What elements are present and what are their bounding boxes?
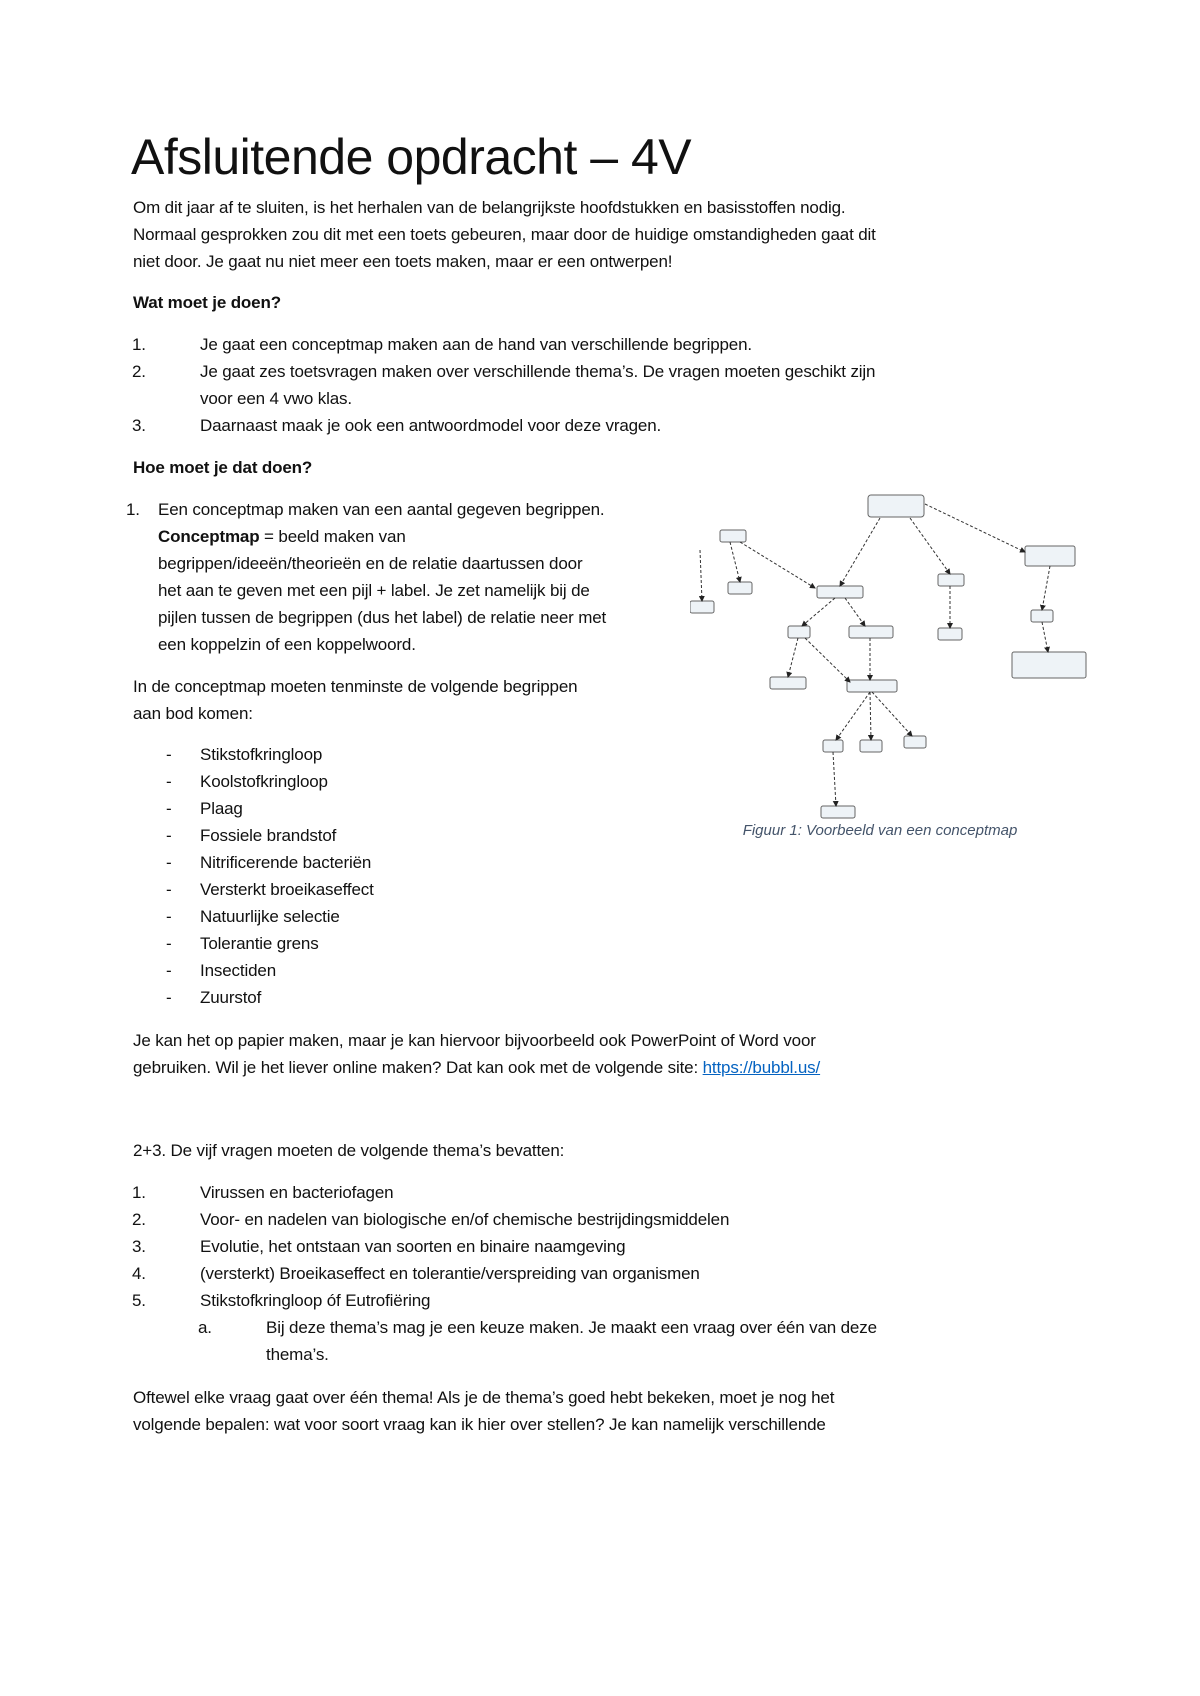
bubbl-link[interactable]: https://bubbl.us/ <box>702 1058 821 1077</box>
terms-list <box>166 741 374 1011</box>
task-item: 1. Je gaat een conceptmap maken aan de hand van verschillende begrippen. <box>132 335 752 354</box>
term-item: - Stikstofkringloop <box>166 745 323 764</box>
intro-line: Normaal gesprokken zou dit met een toets gebeuren, maar door de huidige omstandigheden gaat dit <box>133 225 876 244</box>
themes-list <box>132 1179 730 1314</box>
themes-intro: 2+3. De vijf vragen moeten de volgende thema’s bevatten: <box>133 1141 565 1160</box>
theme-item: 4. (versterkt) Broeikaseffect en tolerantie/verspreiding van organismen <box>132 1264 700 1283</box>
task-list <box>132 331 876 439</box>
page-title: Afsluitende opdracht – 4V <box>131 129 692 185</box>
term-item: - Insectiden <box>166 961 276 980</box>
intro-line: niet door. Je gaat nu niet meer een toets maken, maar er een ontwerpen! <box>133 252 673 271</box>
theme-item: 5. Stikstofkringloop óf Eutrofiëring <box>132 1291 431 1310</box>
conceptmap-item: 1. Een conceptmap maken van een aantal gegeven begrippen. Conceptmap = beeld maken van begrippen/ideeën/theorieën en de relatie daartussen door het aan te geven met een pijl + label. Je zet namelijk bij de pijlen tussen de begrippen (dus het label) de relatie neer met een koppelzin of een koppelwoord. <box>126 500 607 654</box>
term-item: - Tolerantie grens <box>166 934 319 953</box>
intro-paragraph <box>133 194 876 275</box>
figure-caption: Figuur 1: Voorbeeld van een conceptmap <box>742 822 1018 839</box>
term-item: - Plaag <box>166 799 243 818</box>
term-conceptmap: Conceptmap <box>158 527 260 546</box>
task-item: 2. Je gaat zes toetsvragen maken over verschillende thema’s. De vragen moeten geschikt zijn voor een 4 vwo klas. <box>132 362 876 408</box>
term-item: - Koolstofkringloop <box>166 772 328 791</box>
theme-item: 2. Voor- en nadelen van biologische en/of chemische bestrijdingsmiddelen <box>132 1210 730 1229</box>
intro-line: Om dit jaar af te sluiten, is het herhalen van de belangrijkste hoofdstukken en basisstoffen nodig. <box>133 198 846 217</box>
term-item: - Zuurstof <box>166 988 262 1007</box>
heading-hoe-moet-je-dat-doen: Hoe moet je dat doen? <box>133 458 313 477</box>
theme-item: 1. Virussen en bacteriofagen <box>132 1183 394 1202</box>
heading-wat-moet-je-doen: Wat moet je doen? <box>133 293 281 312</box>
term-item: - Natuurlijke selectie <box>166 907 340 926</box>
theme-subitem: a. Bij deze thema’s mag je een keuze maken. Je maakt een vraag over één van deze thema’s. <box>198 1318 877 1364</box>
conceptmap-example-figure <box>690 490 1100 825</box>
outro-paragraph: Oftewel elke vraag gaat over één thema! Als je de thema’s goed hebt bekeken, moet je nog het volgende bepalen: wat voor soort vraag kan ik hier over stellen? Je kan namelijk verschillende <box>133 1388 835 1434</box>
requirements-text: In de conceptmap moeten tenminste de volgende begrippen aan bod komen: <box>133 677 578 723</box>
task-item: 3. Daarnaast maak je ook een antwoordmodel voor deze vragen. <box>132 416 662 435</box>
theme-item: 3. Evolutie, het ontstaan van soorten en binaire naamgeving <box>132 1237 626 1256</box>
term-item: - Fossiele brandstof <box>166 826 337 845</box>
tools-paragraph: Je kan het op papier maken, maar je kan hiervoor bijvoorbeeld ook PowerPoint of Word voor gebruiken. Wil je het liever online maken? Dat kan ook met de volgende site: https://bubbl.us/ <box>133 1031 821 1077</box>
term-item: - Versterkt broeikaseffect <box>166 880 374 899</box>
term-item: - Nitrificerende bacteriën <box>166 853 372 872</box>
